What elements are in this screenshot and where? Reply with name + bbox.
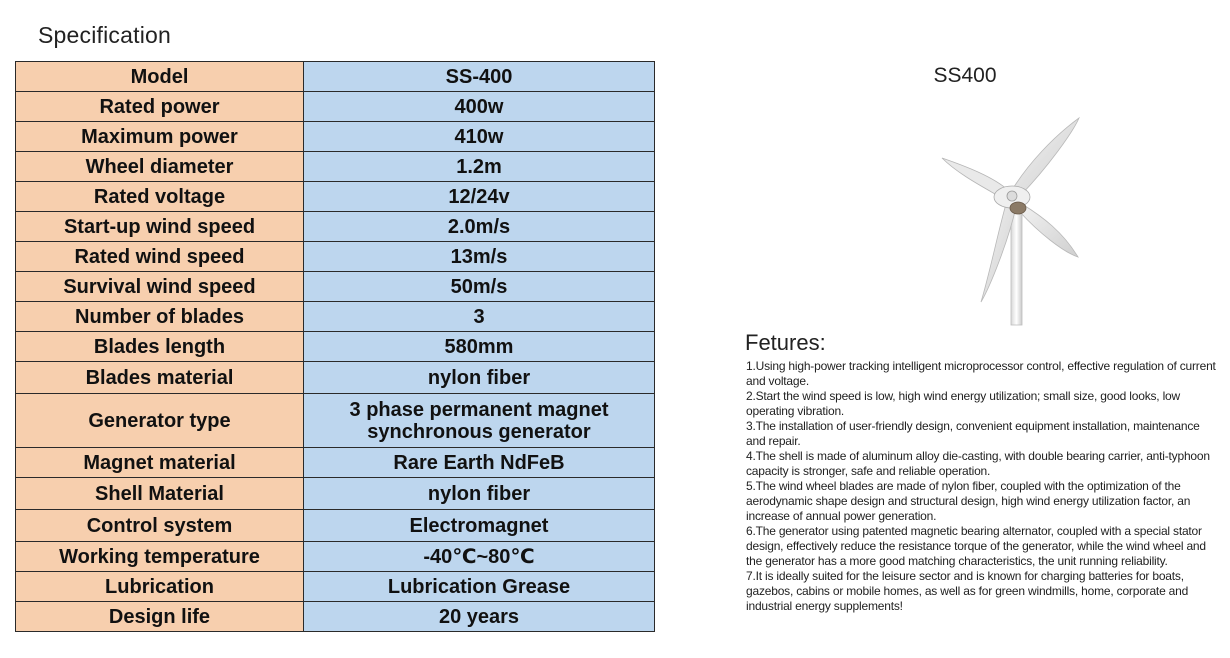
spec-key: Rated wind speed: [16, 242, 304, 272]
features-heading: Fetures:: [745, 330, 826, 355]
spec-value: 580mm: [304, 332, 655, 362]
feature-item: 4.The shell is made of aluminum alloy die-casting, with double bearing carrier, anti-typhoon capacity is stronger, safe and reliable operation.: [746, 449, 1210, 478]
spec-value: 1.2m: [304, 152, 655, 182]
spec-value: 410w: [304, 122, 655, 152]
spec-row: [16, 272, 655, 302]
spec-key: Control system: [16, 510, 304, 542]
spec-value: 50m/s: [304, 272, 655, 302]
spec-row: [16, 212, 655, 242]
spec-key: Generator type: [16, 394, 304, 448]
spec-table: [15, 61, 655, 632]
spec-key: Lubrication: [16, 572, 304, 602]
spec-value: -40℃~80℃: [304, 542, 655, 572]
spec-value: 20 years: [304, 602, 655, 632]
spec-value: 2.0m/s: [304, 212, 655, 242]
spec-value: nylon fiber: [304, 362, 655, 394]
spec-key: Rated power: [16, 92, 304, 122]
spec-key: Survival wind speed: [16, 272, 304, 302]
spec-value: 12/24v: [304, 182, 655, 212]
spec-value: Electromagnet: [304, 510, 655, 542]
feature-item: 1.Using high-power tracking intelligent microprocessor control, effective regulation of current and voltage.: [746, 359, 1216, 388]
spec-value: 3 phase permanent magnet synchronous generator: [304, 394, 655, 448]
spec-heading: Specification: [38, 22, 172, 48]
spec-value: Rare Earth NdFeB: [304, 448, 655, 478]
feature-item: 3.The installation of user-friendly design, convenient equipment installation, maintenance and repair.: [746, 419, 1200, 448]
spec-row: [16, 394, 655, 448]
feature-item: 2.Start the wind speed is low, high wind energy utilization; small size, good looks, low operating vibration.: [746, 389, 1180, 418]
spec-key: Maximum power: [16, 122, 304, 152]
feature-item: 5.The wind wheel blades are made of nylon fiber, coupled with the optimization of the aerodynamic shape design and structural design, high wind energy utilization factor, an increase of annual power generation.: [746, 479, 1191, 523]
spec-row: [16, 92, 655, 122]
spec-value: nylon fiber: [304, 478, 655, 510]
spec-row: [16, 122, 655, 152]
spec-row: [16, 362, 655, 394]
spec-row: [16, 152, 655, 182]
model-title: SS400: [933, 64, 997, 87]
spec-row: [16, 448, 655, 478]
spec-row: [16, 572, 655, 602]
spec-key: Model: [16, 62, 304, 92]
spec-value: 3: [304, 302, 655, 332]
spec-key: Working temperature: [16, 542, 304, 572]
spec-key: Blades length: [16, 332, 304, 362]
spec-key: Shell Material: [16, 478, 304, 510]
spec-key: Design life: [16, 602, 304, 632]
spec-row: [16, 62, 655, 92]
spec-row: [16, 242, 655, 272]
spec-value: 400w: [304, 92, 655, 122]
spec-key: Rated voltage: [16, 182, 304, 212]
feature-item: 7.It is ideally suited for the leisure sector and is known for charging batteries for boats, gazebos, cabins or mobile homes, as well as for green windmills, home, corporate and industrial energy supplements!: [746, 569, 1189, 613]
spec-row: [16, 602, 655, 632]
spec-value: Lubrication Grease: [304, 572, 655, 602]
spec-row: [16, 332, 655, 362]
spec-key: Start-up wind speed: [16, 212, 304, 242]
spec-row: [16, 182, 655, 212]
spec-key: Number of blades: [16, 302, 304, 332]
spec-row: [16, 510, 655, 542]
spec-row: [16, 542, 655, 572]
spec-key: Magnet material: [16, 448, 304, 478]
spec-value: SS-400: [304, 62, 655, 92]
spec-row: [16, 478, 655, 510]
spec-value: 13m/s: [304, 242, 655, 272]
features-list: [746, 359, 1216, 614]
spec-key: Blades material: [16, 362, 304, 394]
wind-turbine-icon: [928, 112, 1093, 327]
feature-item: 6.The generator using patented magnetic bearing alternator, coupled with a special stator design, effectively reduce the resistance torque of the generator, while the wind wheel and the generator has a more good matching characteristics, the unit running reliability.: [746, 524, 1206, 568]
spec-key: Wheel diameter: [16, 152, 304, 182]
spec-row: [16, 302, 655, 332]
